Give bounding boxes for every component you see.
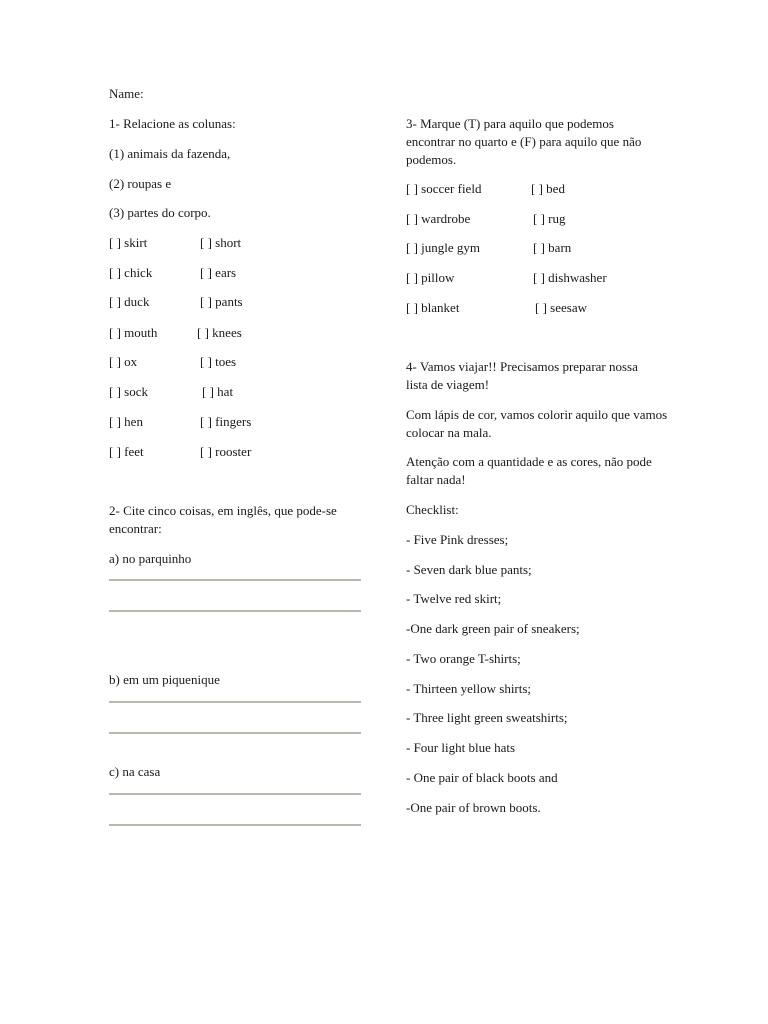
q3-right-item[interactable] <box>533 210 566 228</box>
q3-right-item[interactable] <box>533 239 571 257</box>
q1-left-item[interactable] <box>109 264 152 282</box>
checkbox[interactable]: [ ] <box>406 181 418 196</box>
q1-option-3: (3) partes do corpo. <box>109 205 211 220</box>
q1-title: 1- Relacione as colunas: <box>109 116 236 131</box>
item-label: soccer field <box>421 181 482 196</box>
q1-left-item[interactable] <box>109 353 137 371</box>
q1-left-item[interactable] <box>109 293 149 311</box>
item-label: sock <box>124 384 149 399</box>
checkbox[interactable]: [ ] <box>109 384 121 399</box>
item-label: hen <box>124 414 143 429</box>
q1-right-item[interactable] <box>200 293 243 311</box>
checklist-item: - Two orange T-shirts; <box>406 651 521 666</box>
checkbox[interactable]: [ ] <box>406 270 418 285</box>
q1-option-2: (2) roupas e <box>109 176 172 191</box>
checkbox[interactable]: [ ] <box>200 294 212 309</box>
q1-option-1: (1) animais da fazenda, <box>109 146 231 161</box>
q1-left-item[interactable] <box>109 383 148 401</box>
checklist-item: -One dark green pair of sneakers; <box>406 621 580 636</box>
answer-line[interactable] <box>109 793 361 795</box>
item-label: mouth <box>124 325 158 340</box>
checklist-item: - Three light green sweatshirts; <box>406 710 568 725</box>
q3-left-item[interactable] <box>406 239 480 257</box>
checkbox[interactable]: [ ] <box>406 240 418 255</box>
item-label: ox <box>124 354 138 369</box>
q2-title: 2- Cite cinco coisas, em inglês, que pode-se encontrar: <box>109 503 337 536</box>
item-label: jungle gym <box>421 240 481 255</box>
item-label: seesaw <box>550 300 587 315</box>
item-label: hat <box>217 384 234 399</box>
q1-right-item[interactable] <box>200 413 251 431</box>
checkbox[interactable]: [ ] <box>406 300 418 315</box>
q2-part-a: a) no parquinho <box>109 551 192 566</box>
q1-left-item[interactable] <box>109 324 157 342</box>
item-label: feet <box>124 444 144 459</box>
checkbox[interactable]: [ ] <box>533 240 545 255</box>
checklist-item: - Seven dark blue pants; <box>406 562 532 577</box>
q4-paragraph-1: Com lápis de cor, vamos colorir aquilo que vamos colocar na mala. <box>406 407 668 440</box>
item-label: fingers <box>215 414 252 429</box>
item-label: rug <box>548 211 566 226</box>
checkbox[interactable]: [ ] <box>406 211 418 226</box>
item-label: duck <box>124 294 150 309</box>
q1-right-item[interactable] <box>202 383 233 401</box>
q4-title: 4- Vamos viajar!! Precisamos preparar nossa lista de viagem! <box>406 359 638 392</box>
item-label: ears <box>215 265 237 280</box>
checklist-item: - One pair of black boots and <box>406 770 558 785</box>
q3-left-item[interactable] <box>406 180 481 198</box>
q1-left-item[interactable] <box>109 443 144 461</box>
checkbox[interactable]: [ ] <box>109 444 121 459</box>
checkbox[interactable]: [ ] <box>109 325 121 340</box>
checkbox[interactable]: [ ] <box>200 354 212 369</box>
q1-right-item[interactable] <box>200 353 236 371</box>
q3-right-item[interactable] <box>535 299 587 317</box>
q1-right-item[interactable] <box>200 443 251 461</box>
checkbox[interactable]: [ ] <box>200 235 212 250</box>
q4-paragraph-2: Atenção com a quantidade e as cores, não pode faltar nada! <box>406 454 652 487</box>
item-label: dishwasher <box>548 270 607 285</box>
checkbox[interactable]: [ ] <box>197 325 209 340</box>
checkbox[interactable]: [ ] <box>200 414 212 429</box>
q3-left-item[interactable] <box>406 299 459 317</box>
answer-line[interactable] <box>109 610 361 612</box>
checkbox[interactable]: [ ] <box>531 181 543 196</box>
answer-line[interactable] <box>109 732 361 734</box>
q3-right-item[interactable] <box>531 180 565 198</box>
item-label: pants <box>215 294 243 309</box>
checkbox[interactable]: [ ] <box>109 265 121 280</box>
checkbox[interactable]: [ ] <box>109 294 121 309</box>
item-label: toes <box>215 354 237 369</box>
item-label: bed <box>546 181 565 196</box>
checklist-item: - Thirteen yellow shirts; <box>406 681 532 696</box>
q1-left-item[interactable] <box>109 234 147 252</box>
checkbox[interactable]: [ ] <box>200 444 212 459</box>
name-label: Name: <box>109 86 144 101</box>
item-label: wardrobe <box>421 211 471 226</box>
checkbox[interactable]: [ ] <box>535 300 547 315</box>
checkbox[interactable]: [ ] <box>533 270 545 285</box>
q2-part-b: b) em um piquenique <box>109 672 220 687</box>
checkbox[interactable]: [ ] <box>109 235 121 250</box>
q3-left-item[interactable] <box>406 210 470 228</box>
item-label: chick <box>124 265 153 280</box>
checklist-item: - Four light blue hats <box>406 740 516 755</box>
q1-right-item[interactable] <box>200 234 241 252</box>
item-label: barn <box>548 240 572 255</box>
q3-left-item[interactable] <box>406 269 454 287</box>
checklist-label: Checklist: <box>406 502 459 517</box>
q2-part-c: c) na casa <box>109 764 161 779</box>
q3-title: 3- Marque (T) para aquilo que podemos encontrar no quarto e (F) para aquilo que não podemos. <box>406 116 642 167</box>
checkbox[interactable]: [ ] <box>109 414 121 429</box>
item-label: pillow <box>421 270 455 285</box>
answer-line[interactable] <box>109 579 361 581</box>
q1-right-item[interactable] <box>200 264 236 282</box>
item-label: short <box>215 235 242 250</box>
checklist-item: - Twelve red skirt; <box>406 591 502 606</box>
q1-left-item[interactable] <box>109 413 143 431</box>
item-label: knees <box>212 325 242 340</box>
q1-right-item[interactable] <box>197 324 242 342</box>
checklist-item: -One pair of brown boots. <box>406 800 541 815</box>
item-label: rooster <box>215 444 252 459</box>
item-label: blanket <box>421 300 460 315</box>
q3-right-item[interactable] <box>533 269 607 287</box>
checkbox[interactable]: [ ] <box>200 265 212 280</box>
answer-line[interactable] <box>109 701 361 703</box>
answer-line[interactable] <box>109 824 361 826</box>
checkbox[interactable]: [ ] <box>202 384 214 399</box>
checklist-item: - Five Pink dresses; <box>406 532 509 547</box>
checkbox[interactable]: [ ] <box>109 354 121 369</box>
checkbox[interactable]: [ ] <box>533 211 545 226</box>
item-label: skirt <box>124 235 148 250</box>
